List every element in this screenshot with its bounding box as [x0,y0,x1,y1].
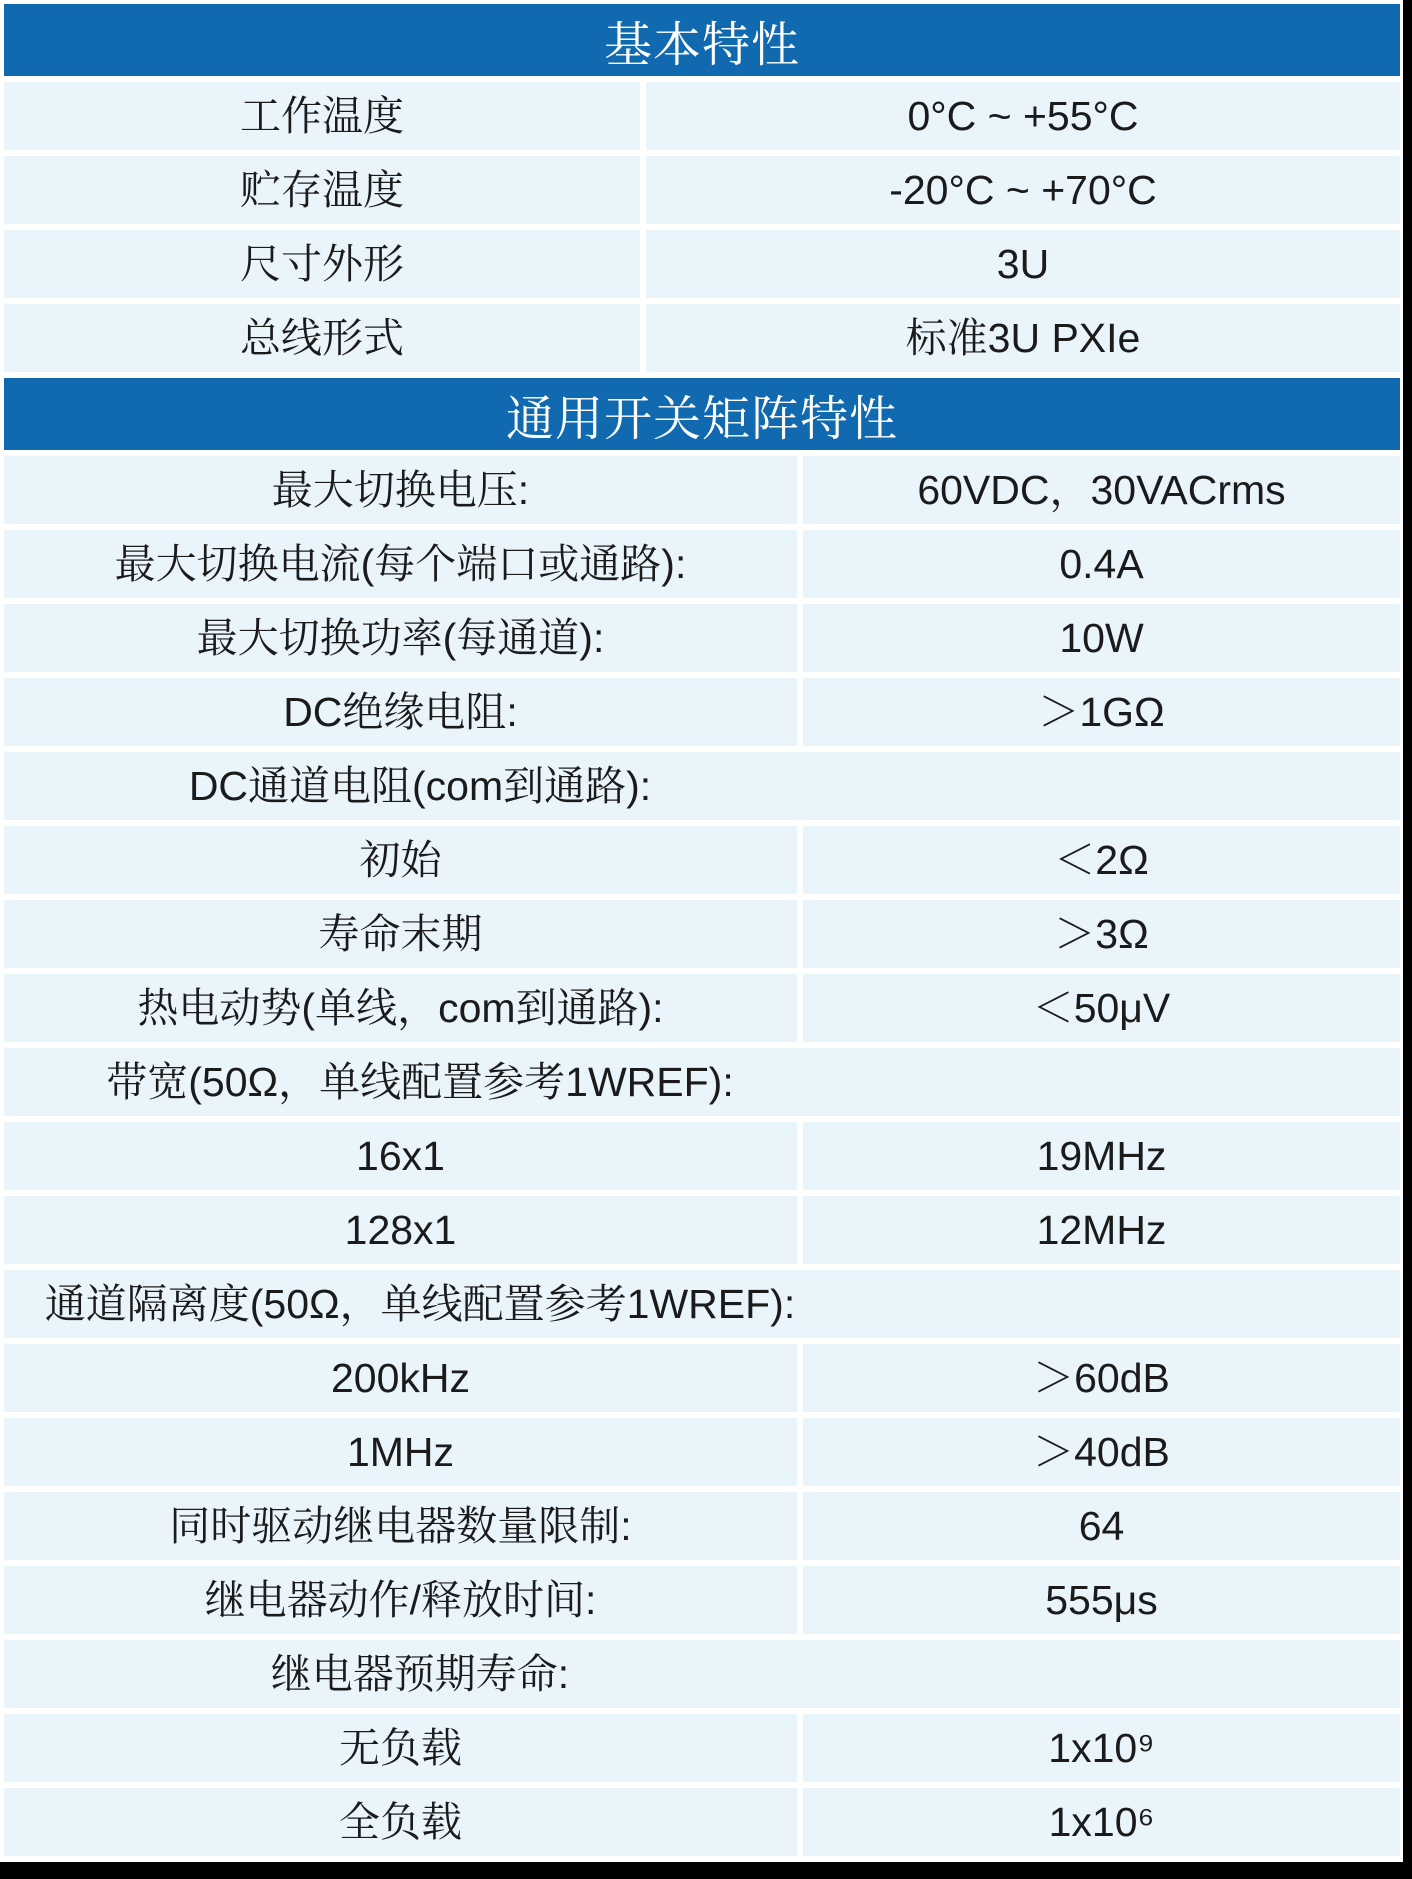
right-edge-bar [1403,0,1412,1879]
bottom-edge-bar [0,1862,1412,1879]
section-title-switch-matrix: 通用开关矩阵特性 [4,378,1400,450]
row-span-cell [4,1270,1400,1338]
table-row [4,156,1400,224]
table-row [4,1714,1400,1782]
row-label-cell: 最大切换电压: [4,456,797,524]
row-value-cell: ＜50μV [803,974,1400,1042]
row-value-cell: 1x10⁹ [803,1714,1400,1782]
row-span-cell [4,1048,1400,1116]
row-label-cell: DC绝缘电阻: [4,678,797,746]
row-label-cell: 全负载 [4,1788,797,1856]
row-value-cell: 10W [803,604,1400,672]
table-row [4,1270,1400,1338]
table-row [4,974,1400,1042]
row-value-cell: ＞60dB [803,1344,1400,1412]
row-value-cell: ＞3Ω [803,900,1400,968]
table-row [4,1788,1400,1856]
table-row [4,1640,1400,1708]
basic-rows [4,82,1400,372]
row-label-cell: 初始 [4,826,797,894]
table-row [4,1048,1400,1116]
row-span-cell [4,752,1400,820]
row-value-cell: -20°C ~ +70°C [646,156,1400,224]
row-value-cell: 60VDC，30VACrms [803,456,1400,524]
table-row [4,82,1400,150]
row-label-cell: 继电器动作/释放时间: [4,1566,797,1634]
row-value-cell: 标准3U PXIe [646,304,1400,372]
row-label-cell: 最大切换功率(每通道): [4,604,797,672]
row-label-cell: 热电动势(单线，com到通路): [4,974,797,1042]
row-value-cell: 0°C ~ +55°C [646,82,1400,150]
table-row [4,530,1400,598]
row-span-cell [4,1640,1400,1708]
row-label: DC通道电阻(com到通路): [188,762,652,809]
table-row [4,604,1400,672]
row-label-cell: 尺寸外形 [4,230,640,298]
row-label: 带宽(50Ω，单线配置参考1WREF): [106,1058,734,1105]
row-value-cell: ＞1GΩ [803,678,1400,746]
row-label-cell: 1MHz [4,1418,797,1486]
row-label-cell: 总线形式 [4,304,640,372]
table-row [4,1122,1400,1190]
table-row [4,678,1400,746]
row-value-cell: 64 [803,1492,1400,1560]
row-label-cell: 贮存温度 [4,156,640,224]
section-title-basic: 基本特性 [4,4,1400,76]
row-label-cell: 同时驱动继电器数量限制: [4,1492,797,1560]
table-row [4,456,1400,524]
row-label-cell: 工作温度 [4,82,640,150]
table-row [4,826,1400,894]
row-label-cell: 寿命末期 [4,900,797,968]
table-row [4,1344,1400,1412]
table-row [4,230,1400,298]
section-switch-matrix-characteristics [4,378,1400,1856]
row-value-cell: 3U [646,230,1400,298]
row-value-cell: 19MHz [803,1122,1400,1190]
row-label-cell: 200kHz [4,1344,797,1412]
row-value-cell: 555μs [803,1566,1400,1634]
row-label-cell: 无负载 [4,1714,797,1782]
row-label-cell: 128x1 [4,1196,797,1264]
row-label-cell: 最大切换电流(每个端口或通路): [4,530,797,598]
table-row [4,1492,1400,1560]
row-value-cell: ＜2Ω [803,826,1400,894]
row-value-cell: 0.4A [803,530,1400,598]
table-row [4,900,1400,968]
row-value-cell: 1x10⁶ [803,1788,1400,1856]
row-label-cell: 16x1 [4,1122,797,1190]
section-basic-characteristics [4,4,1400,372]
table-row [4,1418,1400,1486]
row-label: 继电器预期寿命: [270,1650,570,1697]
table-row [4,1566,1400,1634]
table-row [4,304,1400,372]
switch-matrix-rows [4,456,1400,1856]
table-row [4,752,1400,820]
row-label: 通道隔离度(50Ω，单线配置参考1WREF): [44,1280,796,1327]
row-value-cell: 12MHz [803,1196,1400,1264]
row-value-cell: ＞40dB [803,1418,1400,1486]
table-row [4,1196,1400,1264]
spec-table [4,4,1400,1862]
